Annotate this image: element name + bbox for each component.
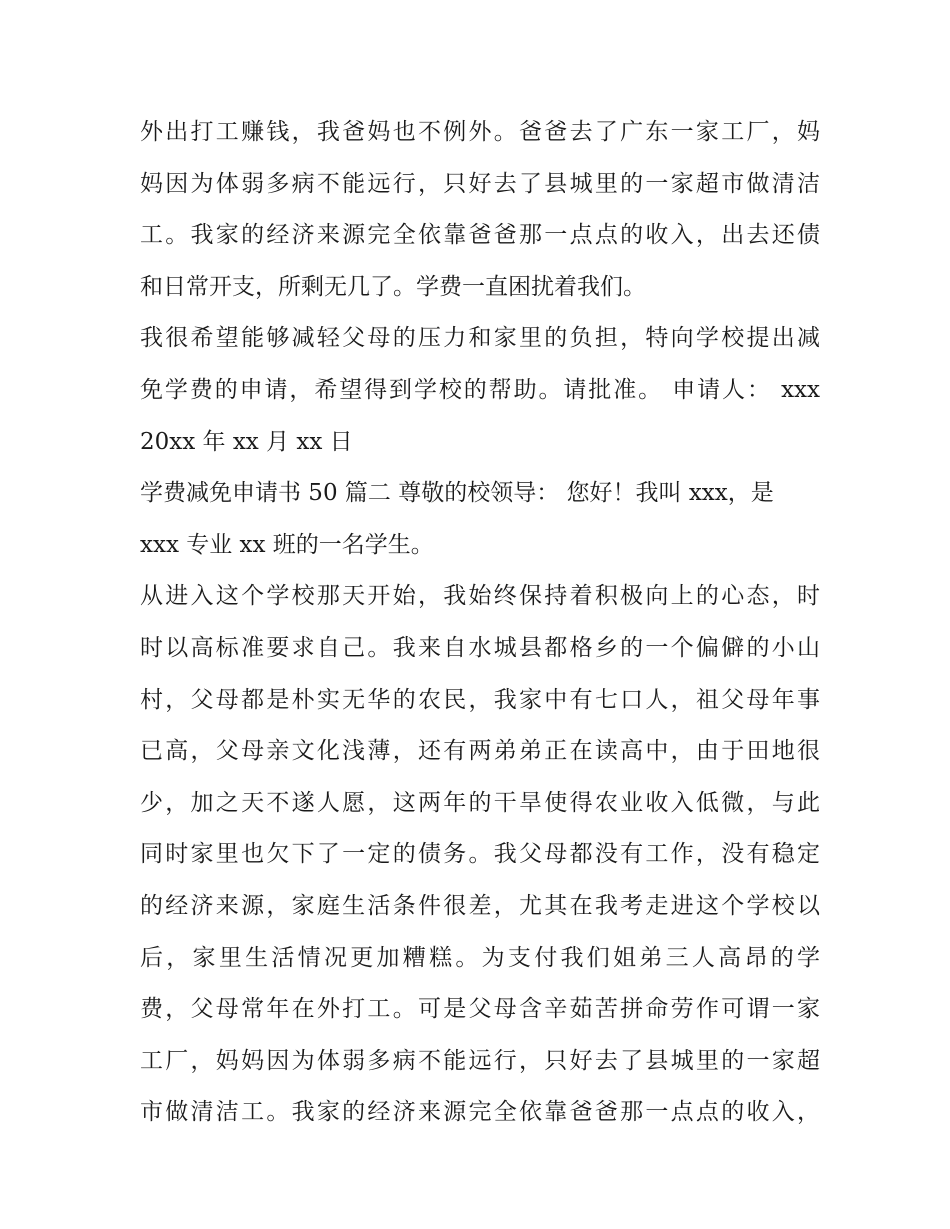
text-line: 工厂，妈妈因为体弱多病不能远行，只好去了县城里的一家超	[140, 1047, 820, 1074]
text-line: 后，家里生活情况更加糟糕。为支付我们姐弟三人高昂的学	[140, 944, 820, 971]
text-line: 免学费的申请，希望得到学校的帮助。请批准。 申请人： xxx	[140, 376, 820, 403]
text-line: 从进入这个学校那天开始，我始终保持着积极向上的心态，时	[140, 583, 820, 610]
text-line: 少，加之天不遂人愿，这两年的干旱使得农业收入低微，与此	[140, 789, 820, 816]
text-line: 外出打工赚钱，我爸妈也不例外。爸爸去了广东一家工厂，妈	[140, 119, 820, 145]
text-line: 费，父母常年在外打工。可是父母含辛茹苦拼命劳作可谓一家	[140, 996, 820, 1023]
text-line: 同时家里也欠下了一定的债务。我父母都没有工作，没有稳定	[140, 841, 820, 868]
section-heading-line: 学费减免申请书 50 篇二 尊敬的校领导： 您好！我叫 xxx，是	[140, 480, 774, 507]
text-line: 市做清洁工。我家的经济来源完全依靠爸爸那一点点的收入，	[140, 1099, 820, 1126]
date-line: 20xx 年 xx 月 xx 日	[140, 428, 353, 455]
text-line: 村，父母都是朴实无华的农民，我家中有七口人，祖父母年事	[140, 686, 820, 713]
text-line: 和日常开支，所剩无几了。学费一直困扰着我们。	[140, 273, 646, 300]
text-line: 我很希望能够减轻父母的压力和家里的负担，特向学校提出减	[140, 325, 820, 352]
text-line: 已高，父母亲文化浅薄，还有两弟弟正在读高中，由于田地很	[140, 738, 820, 765]
text-line: xxx 专业 xx 班的一名学生。	[140, 531, 434, 558]
document-body	[140, 107, 820, 1139]
text-line: 妈因为体弱多病不能远行，只好去了县城里的一家超市做清洁	[140, 170, 820, 197]
text-line: 时以高标准要求自己。我来自水城县都格乡的一个偏僻的小山	[140, 634, 820, 661]
text-line: 的经济来源，家庭生活条件很差，尤其在我考走进这个学校以	[140, 892, 820, 919]
text-line: 工。我家的经济来源完全依靠爸爸那一点点的收入，出去还债	[140, 222, 820, 249]
